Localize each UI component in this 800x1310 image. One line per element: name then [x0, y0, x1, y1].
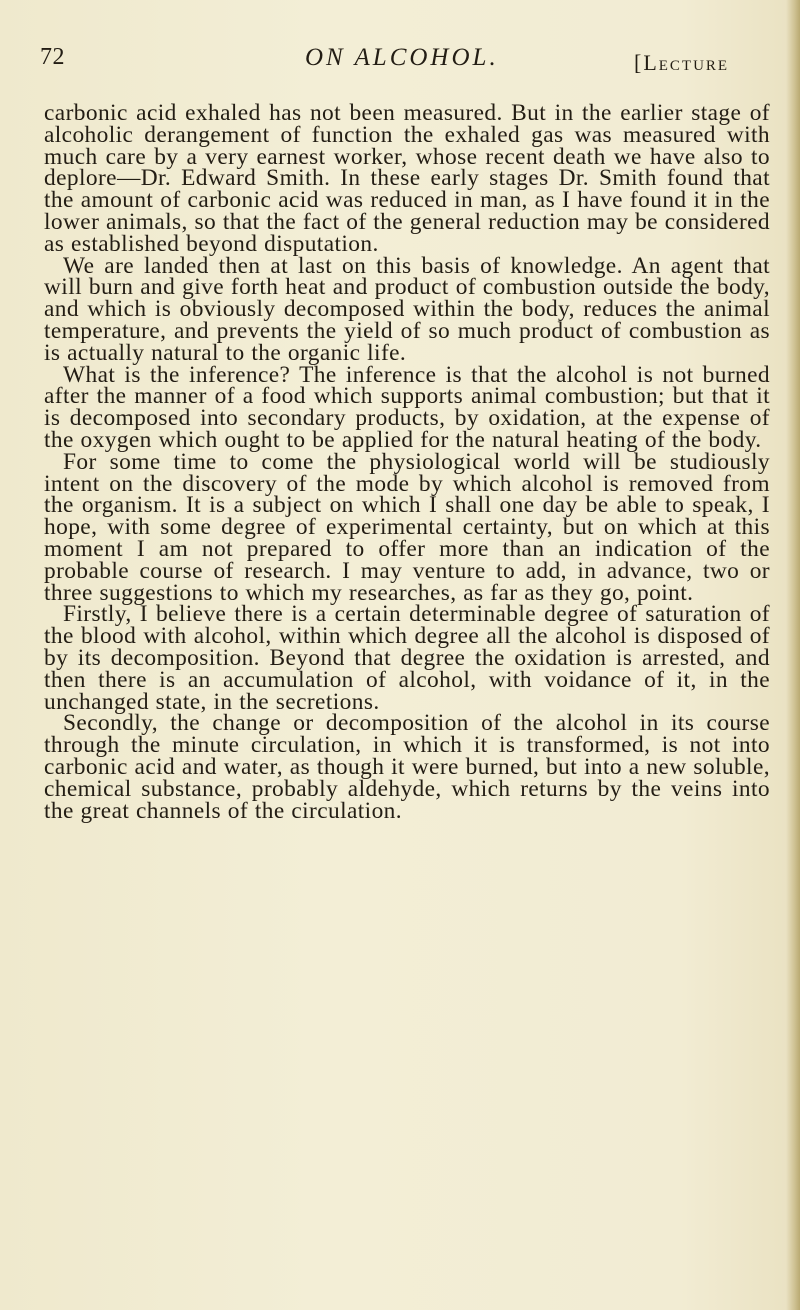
page-number: 72	[40, 44, 65, 70]
page-edge-shadow	[786, 0, 800, 1310]
page-header	[40, 44, 776, 84]
paragraph-2: We are landed then at last on this basis of knowledge. An agent that will burn and give forth heat and product of combustion outside the body, and which is obviously decomposed within the body, reduces the animal temperature, and prevents the yield of so much product of combustion as is actually natural to the organic life.	[44, 252, 770, 366]
paragraph-3: What is the inference? The inference is that the alcohol is not burned after the manner of a food which supports animal combustion; but that it is decomposed into secondary products, by oxidation, at the expense of the oxygen which ought to be applied for the natural heating of the body.	[44, 361, 770, 453]
section-tag: [Lecture	[634, 50, 730, 75]
body-text	[44, 100, 771, 824]
paragraph-5: Firstly, I believe there is a certain determinable degree of saturation of the blood with alcohol, within which degree all the alcohol is disposed of by its decomposition. Beyond that degree the oxidation is arrested, and then there is an accumulation of alcohol, with voidance of it, in the unchanged state, in the secretions.	[44, 601, 770, 715]
paragraph-4: For some time to come the physiological world will be studiously intent on the discovery of the mode by which alcohol is removed from the organism. It is a subject on which I shall one day be able to speak, I hope, with some degree of experimental certainty, but on which at this moment I am not prepared to offer more than an indication of the probable course of research. I may venture to add, in advance, two or three suggestions to which my researches, as far as they go, point.	[44, 448, 770, 606]
paragraph-1: carbonic acid exhaled has not been measured. But in the earlier stage of alcoholic derangement of function the exhaled gas was measured with much care by a very earnest worker, whose recent death we have also to deplore—Dr. Edward Smith. In these early stages Dr. Smith found that the amount of carbonic acid was reduced in man, as I have found it in the lower animals, so that the fact of the general reduction may be considered as established beyond disputation.	[44, 100, 771, 257]
paragraph-6: Secondly, the change or decomposition of the alcohol in its course through the minute circulation, in which it is transformed, is not into carbonic acid and water, as though it were burned, but into a new soluble, chemical substance, probably aldehyde, which returns by the veins into the great channels of the circulation.	[44, 710, 770, 824]
running-title: ON ALCOHOL.	[305, 44, 499, 71]
